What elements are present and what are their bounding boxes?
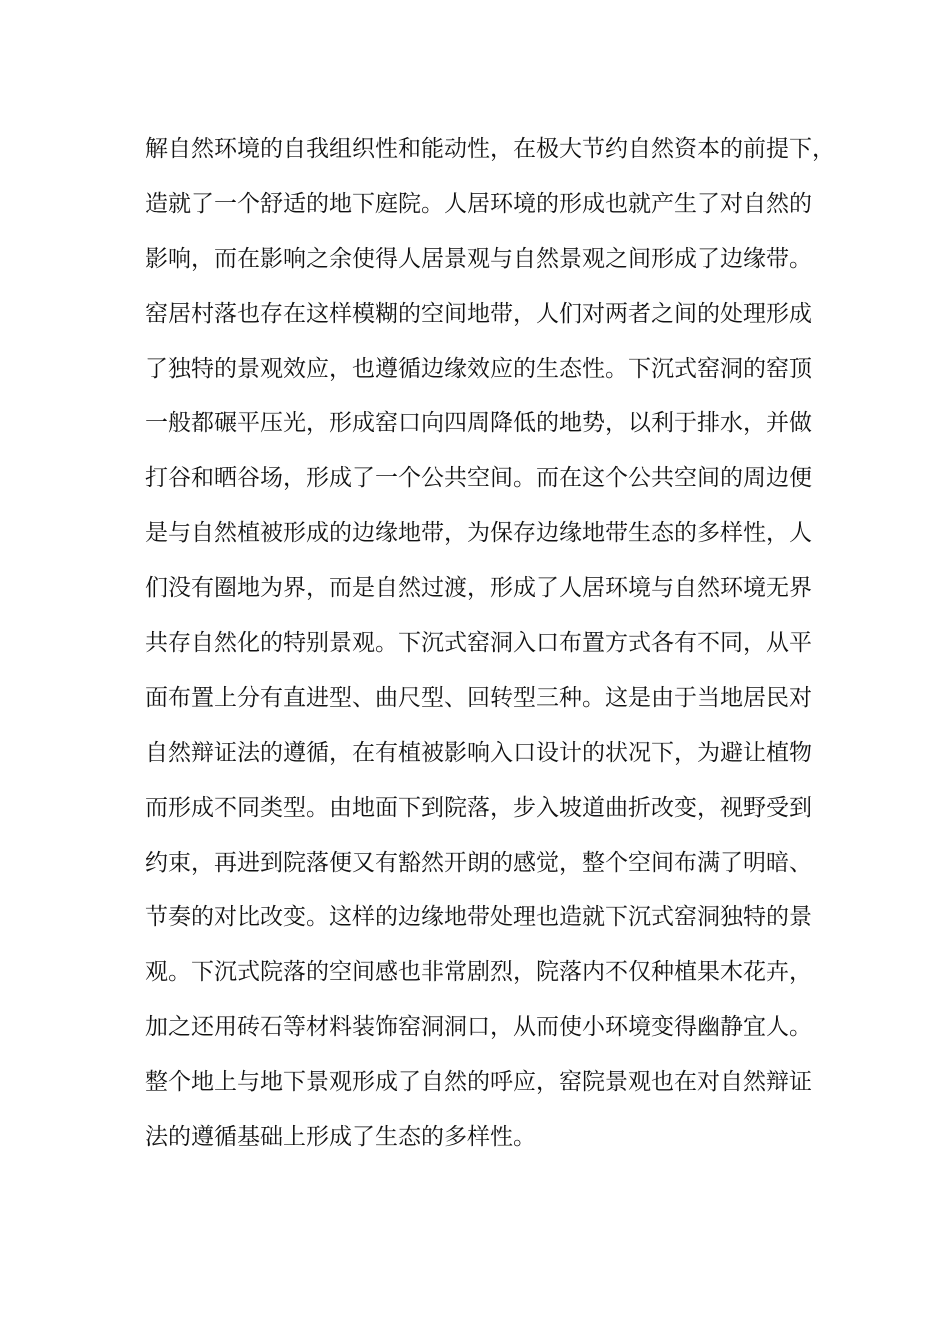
text-line: 整个地上与地下景观形成了自然的呼应，窑院景观也在对自然辩证: [145, 1069, 812, 1096]
text-line: 解自然环境的自我组织性和能动性，在极大节约自然资本的前提下，: [145, 136, 835, 162]
text-line: 而形成不同类型。由地面下到院落，步入坡道曲折改变，视野受到: [145, 794, 812, 821]
text-line: 法的遵循基础上形成了生态的多样性。: [145, 1124, 536, 1151]
body-paragraph: [145, 127, 835, 1170]
text-line: 了独特的景观效应，也遵循边缘效应的生态性。下沉式窑洞的窑顶: [145, 355, 812, 382]
text-line: 是与自然植被形成的边缘地带，为保存边缘地带生态的多样性，人: [145, 520, 812, 547]
text-line: 窑居村落也存在这样模糊的空间地带，人们对两者之间的处理形成: [145, 300, 812, 327]
text-line: 加之还用砖石等材料装饰窑洞洞口，从而使小环境变得幽静宜人。: [145, 1014, 812, 1041]
text-line: 共存自然化的特别景观。下沉式窑洞入口布置方式各有不同，从平: [145, 630, 812, 657]
text-line: 约束，再进到院落便又有豁然开朗的感觉，整个空间布满了明暗、: [145, 849, 812, 876]
text-line: 造就了一个舒适的地下庭院。人居环境的形成也就产生了对自然的: [145, 190, 812, 217]
text-line: 节奏的对比改变。这样的边缘地带处理也造就下沉式窑洞独特的景: [145, 904, 812, 931]
text-line: 一般都碾平压光，形成窑口向四周降低的地势，以利于排水，并做: [145, 410, 812, 437]
text-line: 观。下沉式院落的空间感也非常剧烈，院落内不仅种植果木花卉，: [145, 959, 812, 986]
text-line: 们没有圈地为界，而是自然过渡，形成了人居环境与自然环境无界: [145, 575, 812, 602]
text-line: 面布置上分有直进型、曲尺型、回转型三种。这是由于当地居民对: [145, 684, 812, 711]
text-line: 影响，而在影响之余使得人居景观与自然景观之间形成了边缘带。: [145, 245, 812, 272]
text-line: 自然辩证法的遵循，在有植被影响入口设计的状况下，为避让植物: [145, 739, 812, 766]
text-line: 打谷和晒谷场，形成了一个公共空间。而在这个公共空间的周边便: [145, 465, 812, 492]
